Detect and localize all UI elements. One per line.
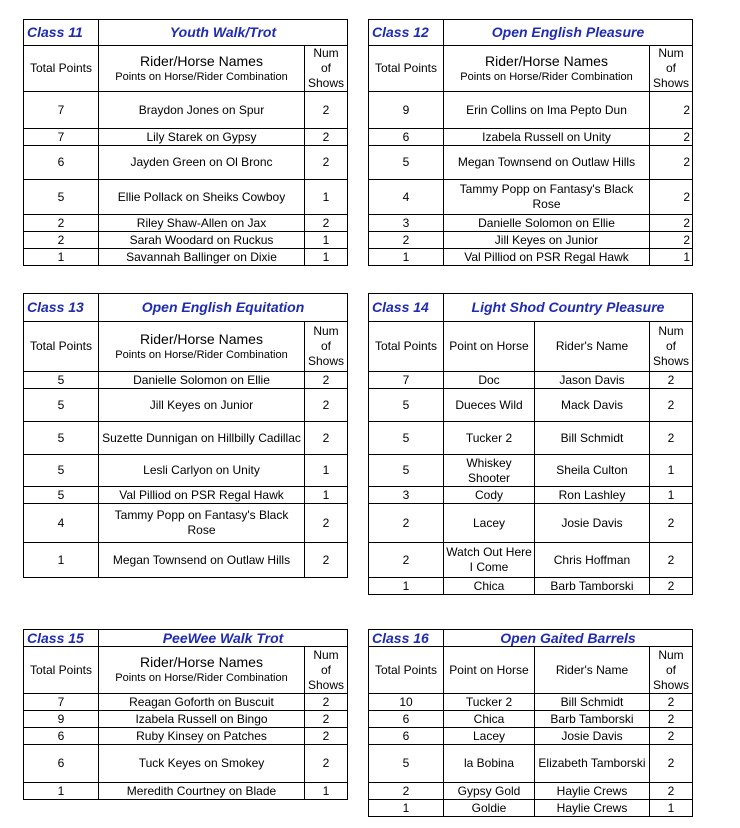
rider-name: Barb Tamborski — [535, 711, 650, 728]
class-number: Class 14 — [369, 294, 444, 322]
table-row — [369, 504, 693, 543]
horse-name: Dueces Wild — [444, 389, 535, 422]
header-total-points: Total Points — [369, 322, 444, 372]
horse-name: Lacey — [444, 728, 535, 745]
header-point-on-horse: Point on Horse — [444, 647, 535, 694]
num-shows: 2 — [305, 389, 348, 422]
rider-horse-name: Danielle Solomon on Ellie — [444, 215, 650, 232]
class-number: Class 12 — [369, 20, 444, 46]
total-points: 4 — [369, 180, 444, 215]
total-points: 5 — [369, 389, 444, 422]
total-points: 1 — [24, 249, 99, 266]
header-row — [24, 647, 348, 694]
num-shows: 1 — [305, 249, 348, 266]
num-shows: 2 — [305, 543, 348, 578]
total-points: 9 — [24, 711, 99, 728]
num-shows: 2 — [305, 215, 348, 232]
table-row — [369, 711, 693, 728]
header-total-points: Total Points — [369, 647, 444, 694]
rider-name: Jason Davis — [535, 372, 650, 389]
num-shows: 2 — [305, 504, 348, 543]
total-points: 1 — [24, 783, 99, 800]
num-shows: 2 — [650, 504, 693, 543]
table-row — [369, 543, 693, 578]
table-row — [24, 487, 348, 504]
table-row — [24, 694, 348, 711]
total-points: 2 — [369, 783, 444, 800]
rider-horse-name: Val Pilliod on PSR Regal Hawk — [99, 487, 305, 504]
table-row — [24, 711, 348, 728]
rider-horse-name: Reagan Goforth on Buscuit — [99, 694, 305, 711]
num-shows: 2 — [650, 578, 693, 595]
rider-name: Haylie Crews — [535, 783, 650, 800]
num-shows: 1 — [305, 783, 348, 800]
num-shows: 1 — [650, 487, 693, 504]
rider-horse-name: Lily Starek on Gypsy — [99, 129, 305, 146]
total-points: 2 — [369, 232, 444, 249]
table-row — [24, 783, 348, 800]
table-row — [24, 92, 348, 129]
num-shows: 2 — [650, 389, 693, 422]
num-shows: 2 — [650, 694, 693, 711]
header-num-shows: Num of Shows — [305, 46, 348, 92]
num-shows: 2 — [305, 745, 348, 783]
total-points: 2 — [24, 215, 99, 232]
rider-horse-name: Meredith Courtney on Blade — [99, 783, 305, 800]
table-row — [24, 372, 348, 389]
num-shows: 2 — [305, 146, 348, 180]
rider-name: Josie Davis — [535, 504, 650, 543]
header-points-combination: Points on Horse/Rider Combination — [460, 70, 633, 83]
header-num-shows: Num of Shows — [305, 647, 348, 694]
table-row — [24, 728, 348, 745]
num-shows: 2 — [650, 745, 693, 783]
total-points: 5 — [24, 180, 99, 215]
total-points: 7 — [24, 129, 99, 146]
standings-table-class-15 — [23, 629, 348, 800]
horse-name: Tucker 2 — [444, 422, 535, 455]
rider-horse-name: Tammy Popp on Fantasy's Black Rose — [444, 180, 650, 215]
table-row — [24, 146, 348, 180]
total-points: 5 — [369, 455, 444, 487]
standings-table-class-13 — [23, 293, 348, 578]
header-total-points: Total Points — [24, 647, 99, 694]
rider-horse-name: Erin Collins on Ima Pepto Dun — [444, 92, 650, 129]
total-points: 1 — [369, 800, 444, 817]
table-row — [369, 249, 693, 266]
title-row — [369, 20, 693, 46]
total-points: 4 — [24, 504, 99, 543]
rider-horse-name: Savannah Ballinger on Dixie — [99, 249, 305, 266]
title-row — [24, 630, 348, 647]
table-row — [24, 389, 348, 422]
total-points: 2 — [369, 543, 444, 578]
total-points: 9 — [369, 92, 444, 129]
class-title: Open Gaited Barrels — [444, 630, 693, 647]
rider-name: Elizabeth Tamborski — [535, 745, 650, 783]
class-title: Light Shod Country Pleasure — [444, 294, 693, 322]
table-row — [369, 215, 693, 232]
horse-name: Goldie — [444, 800, 535, 817]
header-rider-horse-names: Rider/Horse Names — [140, 654, 263, 670]
num-shows: 2 — [305, 711, 348, 728]
rider-name: Haylie Crews — [535, 800, 650, 817]
horse-name: Doc — [444, 372, 535, 389]
total-points: 6 — [24, 745, 99, 783]
total-points: 1 — [24, 543, 99, 578]
num-shows: 2 — [305, 92, 348, 129]
total-points: 3 — [369, 487, 444, 504]
class-number: Class 11 — [24, 20, 99, 46]
num-shows: 2 — [650, 728, 693, 745]
table-row — [24, 455, 348, 487]
total-points: 2 — [369, 504, 444, 543]
standings-table-class-14 — [368, 293, 693, 595]
rider-horse-name: Ellie Pollack on Sheiks Cowboy — [99, 180, 305, 215]
table-row — [24, 249, 348, 266]
total-points: 5 — [369, 146, 444, 180]
total-points: 6 — [369, 711, 444, 728]
rider-horse-name: Megan Townsend on Outlaw Hills — [444, 146, 650, 180]
class-number: Class 16 — [369, 630, 444, 647]
horse-name: la Bobina — [444, 745, 535, 783]
num-shows: 1 — [650, 800, 693, 817]
horse-name: Whiskey Shooter — [444, 455, 535, 487]
total-points: 7 — [369, 372, 444, 389]
header-row — [369, 46, 693, 92]
total-points: 6 — [369, 129, 444, 146]
table-row — [369, 232, 693, 249]
num-shows: 1 — [305, 180, 348, 215]
title-row — [24, 20, 348, 46]
header-points-combination: Points on Horse/Rider Combination — [115, 348, 288, 361]
num-shows: 2 — [650, 422, 693, 455]
num-shows: 2 — [305, 129, 348, 146]
table-row — [369, 783, 693, 800]
total-points: 10 — [369, 694, 444, 711]
rider-horse-name: Jill Keyes on Junior — [444, 232, 650, 249]
total-points: 5 — [24, 422, 99, 455]
num-shows: 1 — [305, 487, 348, 504]
total-points: 3 — [369, 215, 444, 232]
header-row — [24, 46, 348, 92]
header-row — [369, 322, 693, 372]
num-shows: 2 — [650, 711, 693, 728]
table-row — [369, 800, 693, 817]
rider-horse-name: Ruby Kinsey on Patches — [99, 728, 305, 745]
table-row — [369, 422, 693, 455]
header-num-shows: Num of Shows — [650, 322, 693, 372]
rider-name: Mack Davis — [535, 389, 650, 422]
table-row — [24, 180, 348, 215]
header-rider-horse — [99, 46, 305, 92]
total-points: 2 — [24, 232, 99, 249]
header-rider-horse-names: Rider/Horse Names — [485, 52, 608, 69]
total-points: 1 — [369, 578, 444, 595]
rider-name: Josie Davis — [535, 728, 650, 745]
rider-name: Barb Tamborski — [535, 578, 650, 595]
rider-horse-name: Lesli Carlyon on Unity — [99, 455, 305, 487]
table-row — [369, 578, 693, 595]
rider-horse-name: Val Pilliod on PSR Regal Hawk — [444, 249, 650, 266]
header-rider-horse — [444, 46, 650, 92]
header-row — [369, 647, 693, 694]
rider-horse-name: Jill Keyes on Junior — [99, 389, 305, 422]
num-shows: 2 — [650, 129, 693, 146]
num-shows: 2 — [650, 372, 693, 389]
header-rider-horse-names: Rider/Horse Names — [140, 330, 263, 347]
title-row — [369, 294, 693, 322]
title-row — [24, 294, 348, 322]
total-points: 1 — [369, 249, 444, 266]
num-shows: 2 — [650, 146, 693, 180]
rider-name: Chris Hoffman — [535, 543, 650, 578]
num-shows: 2 — [305, 422, 348, 455]
header-riders-name: Rider's Name — [535, 322, 650, 372]
header-total-points: Total Points — [24, 322, 99, 372]
title-row — [369, 630, 693, 647]
horse-name: Watch Out Here I Come — [444, 543, 535, 578]
header-total-points: Total Points — [24, 46, 99, 92]
class-number: Class 13 — [24, 294, 99, 322]
table-row — [24, 543, 348, 578]
num-shows: 2 — [650, 215, 693, 232]
rider-horse-name: Riley Shaw-Allen on Jax — [99, 215, 305, 232]
num-shows: 2 — [305, 694, 348, 711]
header-points-combination: Points on Horse/Rider Combination — [115, 672, 288, 684]
num-shows: 1 — [305, 455, 348, 487]
standings-table-class-16 — [368, 629, 693, 817]
header-total-points: Total Points — [369, 46, 444, 92]
num-shows: 2 — [650, 232, 693, 249]
rider-name: Ron Lashley — [535, 487, 650, 504]
total-points: 6 — [24, 728, 99, 745]
rider-name: Bill Schmidt — [535, 694, 650, 711]
table-row — [369, 694, 693, 711]
header-num-shows: Num of Shows — [650, 46, 693, 92]
rider-horse-name: Megan Townsend on Outlaw Hills — [99, 543, 305, 578]
header-rider-horse — [99, 647, 305, 694]
total-points: 5 — [369, 422, 444, 455]
horse-name: Lacey — [444, 504, 535, 543]
class-title: Open English Pleasure — [444, 20, 693, 46]
horse-name: Gypsy Gold — [444, 783, 535, 800]
num-shows: 2 — [650, 92, 693, 129]
header-num-shows: Num of Shows — [650, 647, 693, 694]
rider-horse-name: Izabela Russell on Unity — [444, 129, 650, 146]
table-row — [369, 92, 693, 129]
table-row — [24, 745, 348, 783]
num-shows: 2 — [650, 543, 693, 578]
class-number: Class 15 — [24, 630, 99, 647]
num-shows: 2 — [305, 372, 348, 389]
rider-horse-name: Danielle Solomon on Ellie — [99, 372, 305, 389]
num-shows: 2 — [650, 783, 693, 800]
table-row — [369, 745, 693, 783]
num-shows: 1 — [305, 232, 348, 249]
total-points: 5 — [24, 389, 99, 422]
horse-name: Chica — [444, 578, 535, 595]
table-row — [369, 455, 693, 487]
header-row — [24, 322, 348, 372]
class-title: Open English Equitation — [99, 294, 348, 322]
standings-table-class-12 — [368, 19, 693, 266]
rider-horse-name: Izabela Russell on Bingo — [99, 711, 305, 728]
rider-name: Bill Schmidt — [535, 422, 650, 455]
class-title: PeeWee Walk Trot — [99, 630, 348, 647]
table-row — [369, 389, 693, 422]
num-shows: 2 — [650, 180, 693, 215]
total-points: 5 — [24, 487, 99, 504]
table-row — [369, 129, 693, 146]
rider-horse-name: Braydon Jones on Spur — [99, 92, 305, 129]
table-row — [24, 504, 348, 543]
total-points: 6 — [24, 146, 99, 180]
num-shows: 1 — [650, 455, 693, 487]
rider-horse-name: Suzette Dunnigan on Hillbilly Cadillac — [99, 422, 305, 455]
header-num-shows: Num of Shows — [305, 322, 348, 372]
horse-name: Tucker 2 — [444, 694, 535, 711]
table-row — [24, 215, 348, 232]
total-points: 5 — [24, 372, 99, 389]
horse-name: Cody — [444, 487, 535, 504]
num-shows: 2 — [305, 728, 348, 745]
table-row — [369, 372, 693, 389]
rider-horse-name: Jayden Green on Ol Bronc — [99, 146, 305, 180]
table-row — [369, 728, 693, 745]
header-point-on-horse: Point on Horse — [444, 322, 535, 372]
rider-horse-name: Sarah Woodard on Ruckus — [99, 232, 305, 249]
horse-name: Chica — [444, 711, 535, 728]
standings-table-class-11 — [23, 19, 348, 266]
table-row — [24, 129, 348, 146]
table-row — [24, 232, 348, 249]
num-shows: 1 — [650, 249, 693, 266]
total-points: 6 — [369, 728, 444, 745]
rider-name: Sheila Culton — [535, 455, 650, 487]
header-rider-horse — [99, 322, 305, 372]
table-row — [369, 180, 693, 215]
rider-horse-name: Tuck Keyes on Smokey — [99, 745, 305, 783]
header-points-combination: Points on Horse/Rider Combination — [115, 70, 288, 83]
total-points: 7 — [24, 694, 99, 711]
header-rider-horse-names: Rider/Horse Names — [140, 52, 263, 69]
table-row — [369, 487, 693, 504]
total-points: 5 — [24, 455, 99, 487]
total-points: 5 — [369, 745, 444, 783]
class-title: Youth Walk/Trot — [99, 20, 348, 46]
header-riders-name: Rider's Name — [535, 647, 650, 694]
rider-horse-name: Tammy Popp on Fantasy's Black Rose — [99, 504, 305, 543]
table-row — [24, 422, 348, 455]
table-row — [369, 146, 693, 180]
total-points: 7 — [24, 92, 99, 129]
